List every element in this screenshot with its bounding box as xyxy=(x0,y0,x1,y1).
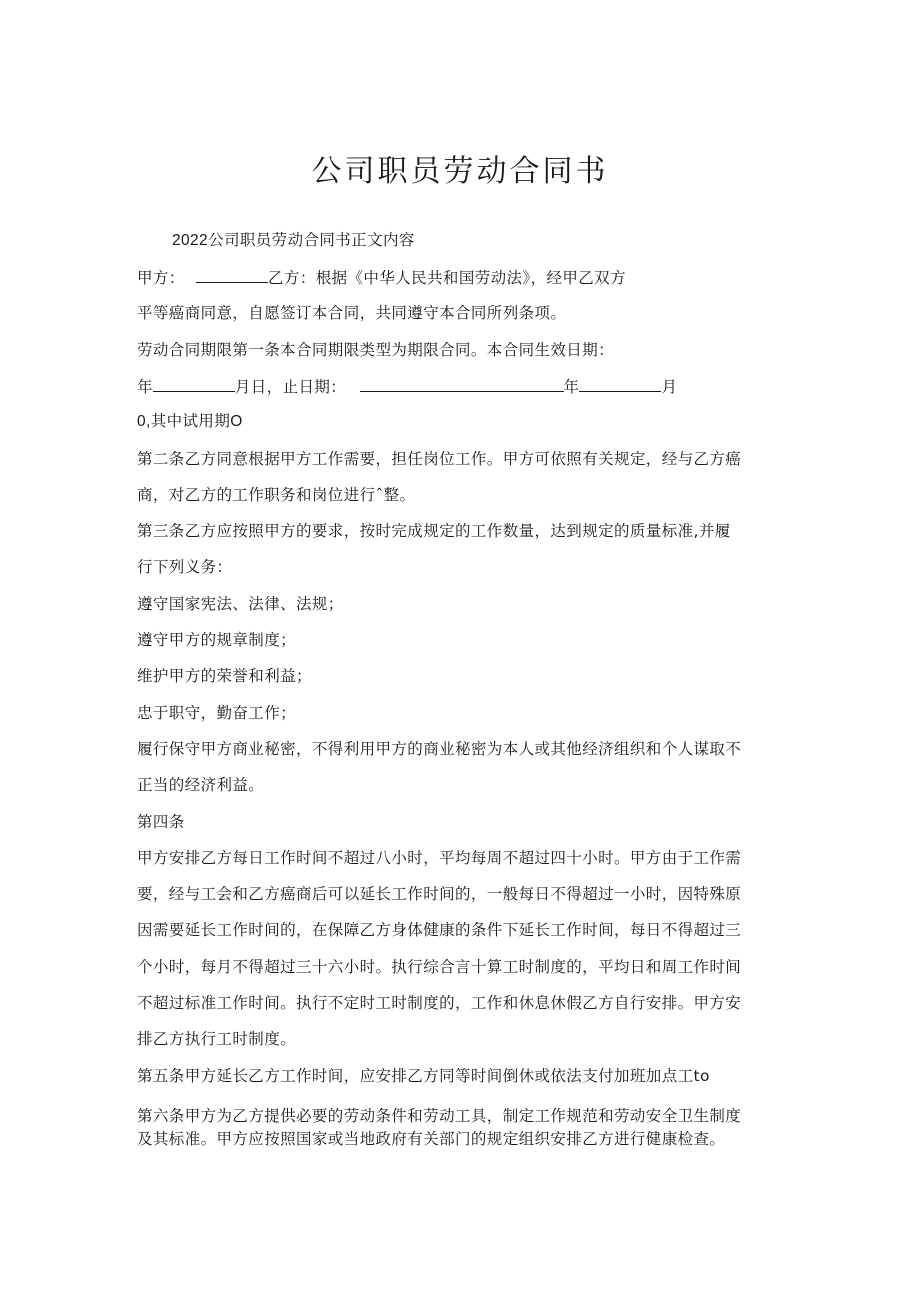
article-3-line-2: 行下列义务： xyxy=(137,558,233,576)
article-6-line-1: 第六条甲方为乙方提供必要的劳动条件和劳动工具，制定工作规范和劳动安全卫生制度 xyxy=(137,1107,742,1125)
duty-item-1: 遵守国家宪法、法律、法规； xyxy=(137,595,344,613)
end-year-label: 年 xyxy=(563,378,580,396)
party-b-intro: 乙方：根据《中华人民共和国劳动法》，经甲乙双方 xyxy=(268,269,626,287)
article-6-line-2: 及其标准。甲方应按照国家或当地政府有关部门的规定组织安排乙方进行健康检查。 xyxy=(137,1130,726,1148)
agreement-line: 平等癌商同意，自愿签订本合同，共同遵守本合同所列条项。 xyxy=(137,304,567,322)
duty-item-5-line-2: 正当的经济利益。 xyxy=(137,776,265,794)
duty-item-2: 遵守甲方的规章制度； xyxy=(137,631,297,649)
article-2-line-2: 商，对乙方的工作职务和岗位进行ˆ整。 xyxy=(137,486,416,504)
date-month-blank xyxy=(153,376,235,392)
duty-item-5-line-1: 履行保守甲方商业秘密，不得利用甲方的商业秘密为本人或其他经济组织和个人谋取不 xyxy=(137,740,742,758)
article-4-line-4: 个小时，每月不得超过三十六小时。执行综合言十算工时制度的，平均日和周工作时间 xyxy=(137,958,742,976)
party-a-label: 甲方： xyxy=(137,269,185,287)
end-month-blank xyxy=(579,376,661,392)
article-4-line-2: 要，经与工会和乙方癌商后可以延长工作时间的，一般每日不得超过一小时，因特殊原 xyxy=(137,885,742,903)
duty-item-3: 维护甲方的荣誉和利益； xyxy=(137,667,312,685)
article-4-line-6: 排乙方执行工时制度。 xyxy=(137,1030,297,1048)
date-line xyxy=(137,376,787,397)
article-2-line-1: 第二条乙方同意根据甲方工作需要，担任岗位工作。甲方可依照有关规定，经与乙方癌 xyxy=(137,450,742,468)
term-line: 劳动合同期限第一条本合同期限类型为期限合同。本合同生效日期： xyxy=(137,341,615,359)
article-4-line-5: 不超过标准工作时间。执行不定时工时制度的，工作和休息休假乙方自行安排。甲方安 xyxy=(137,994,742,1012)
date-end-label: 月日，止日期： xyxy=(234,378,347,396)
article-3-line-1: 第三条乙方应按照甲方的要求，按时完成规定的工作数量，达到规定的质量标准,并履 xyxy=(137,522,731,540)
party-a-blank xyxy=(196,267,268,283)
end-month-label: 月 xyxy=(661,378,678,396)
document-subtitle: 2022公司职员劳动合同书正文内容 xyxy=(172,232,415,249)
article-4-line-3: 因需要延长工作时间的，在保障乙方身体健康的条件下延长工作时间，每日不得超过三 xyxy=(137,921,742,939)
party-line xyxy=(137,267,787,288)
end-date-blank xyxy=(360,376,564,392)
article-4-heading: 第四条 xyxy=(137,813,185,831)
document-title: 公司职员劳动合同书 xyxy=(311,154,609,189)
probation-line: 0,其中试用期O xyxy=(137,413,243,430)
article-4-line-1: 甲方安排乙方每日工作时间不超过八小时，平均每周不超过四十小时。甲方由于工作需 xyxy=(137,849,742,867)
date-year-label: 年 xyxy=(137,378,153,396)
duty-item-4: 忠于职守，勤奋工作； xyxy=(137,704,297,722)
article-5-line-1: 第五条甲方延长乙方工作时间，应安排乙方同等时间倒休或依法支付加班加点工to xyxy=(137,1067,710,1085)
